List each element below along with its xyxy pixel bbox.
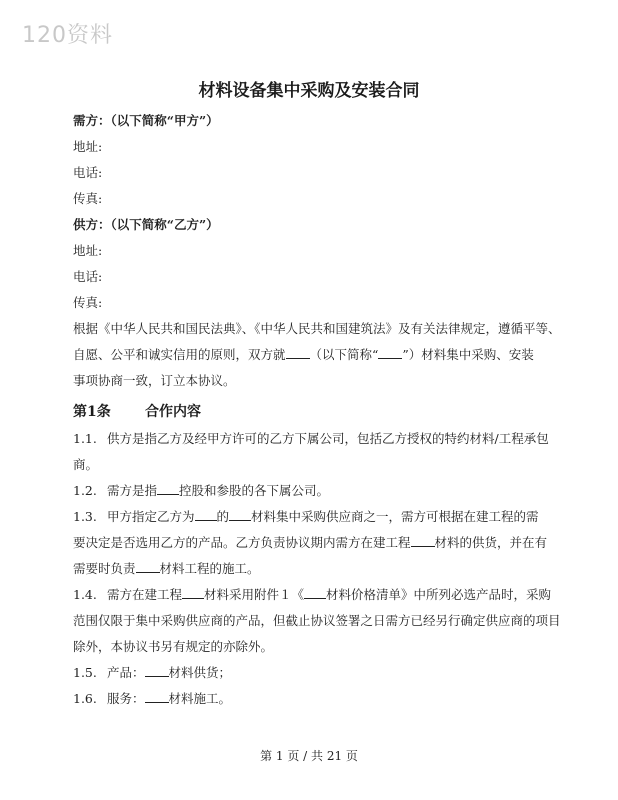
- clause-1-3-cont: [73, 535, 547, 551]
- clause-number: 1.4.: [73, 587, 97, 602]
- preamble-text: ”）材料集中采购、安装: [402, 347, 534, 362]
- clause-1-1-cont: 商。: [73, 457, 99, 472]
- clause-1-2: [73, 483, 329, 499]
- clause-1-5: [73, 665, 231, 681]
- clause-text: 控股和参股的各下属公司。: [179, 483, 330, 498]
- blank-field: [145, 666, 169, 677]
- clause-number: 1.6.: [73, 691, 97, 706]
- clause-text: 产品：: [107, 665, 145, 680]
- clause-text: 要决定是否选用乙方的产品。乙方负责协议期内需方在建工程: [73, 535, 411, 550]
- supplier-phone-label: 电话:: [73, 269, 103, 284]
- blank-field: [304, 588, 326, 599]
- blank-field: [286, 348, 310, 359]
- clause-text: 甲方指定乙方为: [107, 509, 195, 524]
- buyer-heading: 需方：（以下简称“甲方”）: [73, 113, 219, 128]
- clause-1-3-cont: [73, 561, 260, 577]
- preamble-line-3: 事项协商一致，订立本协议。: [73, 373, 236, 388]
- clause-text: 服务：: [107, 691, 145, 706]
- clause-number: 1.1.: [73, 431, 97, 446]
- clause-1-6: [73, 691, 231, 707]
- blank-field: [411, 536, 435, 547]
- clause-number: 1.3.: [73, 509, 97, 524]
- preamble-line-1: 根据《中华人民共和国民法典》、《中华人民共和国建筑法》及有关法律规定，遵循平等、: [73, 321, 561, 336]
- clause-1-3: [73, 509, 539, 525]
- clause-1-4: [73, 587, 551, 603]
- page-footer: 第 1 页 / 共 21 页: [260, 749, 358, 763]
- clause-1-1: [73, 431, 549, 447]
- clause-text: 材料集中采购供应商之一，需方可根据在建工程的需: [251, 509, 539, 524]
- blank-field: [136, 562, 160, 573]
- clause-text: 供方是指乙方及经甲方许可的乙方下属公司，包括乙方授权的特约材料/工程承包: [107, 431, 549, 446]
- buyer-address-label: 地址:: [73, 139, 103, 154]
- supplier-heading: 供方：（以下简称“乙方”）: [73, 217, 219, 232]
- article-number: 第1条: [73, 404, 111, 420]
- blank-field: [195, 510, 217, 521]
- clause-text: 材料供货；: [168, 665, 232, 680]
- buyer-fax-label: 传真:: [73, 191, 103, 206]
- supplier-fax-label: 传真:: [73, 295, 103, 310]
- clause-number: 1.5.: [73, 665, 97, 680]
- document-title: 材料设备集中采购及安装合同: [198, 81, 420, 101]
- clause-text: 材料施工。: [168, 691, 232, 706]
- supplier-address-label: 地址:: [73, 243, 103, 258]
- preamble-line-2: [73, 347, 534, 363]
- blank-field: [229, 510, 251, 521]
- clause-text: 材料的供货，并在有: [434, 535, 548, 550]
- watermark-text: 120资料: [22, 23, 113, 48]
- clause-text: 材料工程的施工。: [159, 561, 260, 576]
- clause-text: 需方是指: [107, 483, 158, 498]
- clause-1-4-cont: 范围仅限于集中采购供应商的产品，但截止协议签署之日需方已经另行确定供应商的项目: [73, 613, 561, 628]
- preamble-text: （以下简称“: [309, 347, 379, 362]
- clause-text: 需要时负责: [73, 561, 136, 576]
- blank-field: [145, 692, 169, 703]
- clause-text: 需方在建工程: [107, 587, 183, 602]
- buyer-phone-label: 电话:: [73, 165, 103, 180]
- blank-field: [157, 484, 179, 495]
- article-heading: [73, 401, 201, 421]
- clause-text: 的: [216, 509, 230, 524]
- blank-field: [378, 348, 402, 359]
- clause-number: 1.2.: [73, 483, 97, 498]
- clause-text: 材料价格清单》中所列必选产品时，采购: [326, 587, 552, 602]
- article-title: 合作内容: [145, 404, 201, 420]
- clause-text: 材料采用附件１《: [204, 587, 305, 602]
- preamble-text: 自愿、公平和诚实信用的原则，双方就: [73, 347, 286, 362]
- clause-1-4-cont: 除外，本协议书另有规定的亦除外。: [73, 639, 274, 654]
- blank-field: [182, 588, 204, 599]
